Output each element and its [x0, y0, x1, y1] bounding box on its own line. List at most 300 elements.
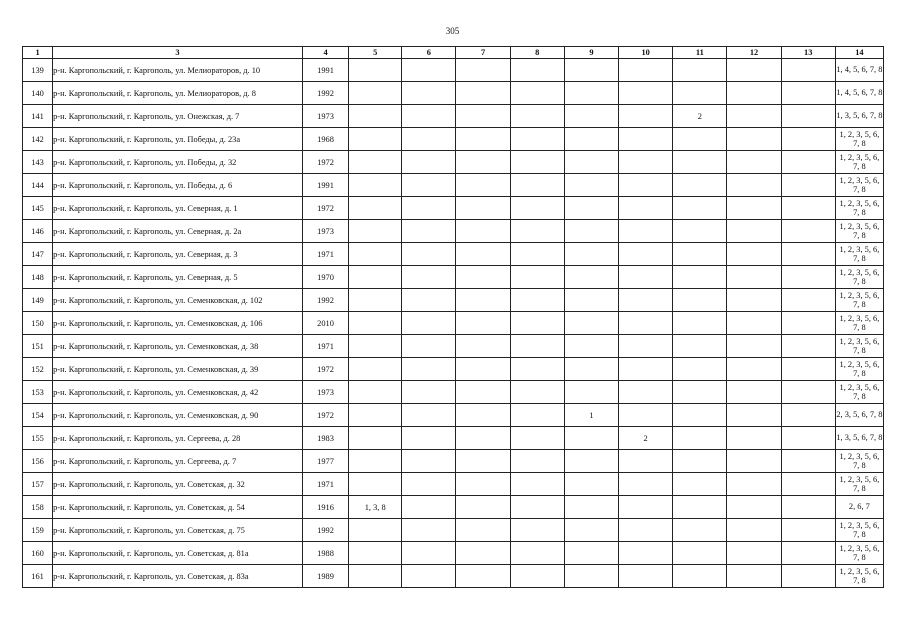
- col12-cell: [727, 519, 781, 542]
- table-row: [23, 197, 884, 220]
- col8-cell: [510, 59, 564, 82]
- col11-cell: [673, 381, 727, 404]
- col9-cell: [564, 542, 618, 565]
- col6-cell: [402, 59, 456, 82]
- col8-cell: [510, 82, 564, 105]
- col9-cell: [564, 358, 618, 381]
- col10-cell: [619, 197, 673, 220]
- col7-cell: [456, 427, 510, 450]
- year-cell: 1971: [302, 473, 348, 496]
- col12-cell: [727, 105, 781, 128]
- col10-cell: [619, 381, 673, 404]
- col7-cell: [456, 542, 510, 565]
- col11-cell: [673, 151, 727, 174]
- year-cell: 1970: [302, 266, 348, 289]
- col10-cell: [619, 473, 673, 496]
- address-cell: р-н. Каргопольский, г. Каргополь, ул. Сергеева, д. 7: [53, 450, 303, 473]
- col8-cell: [510, 335, 564, 358]
- col9-cell: [564, 381, 618, 404]
- col5-cell: [349, 128, 402, 151]
- col12-cell: [727, 174, 781, 197]
- col12-cell: [727, 151, 781, 174]
- col13-cell: [781, 542, 835, 565]
- col7-cell: [456, 174, 510, 197]
- col7-cell: [456, 381, 510, 404]
- col10-cell: [619, 82, 673, 105]
- column-header: 10: [619, 47, 673, 59]
- col10-cell: [619, 220, 673, 243]
- col11-cell: [673, 128, 727, 151]
- row-number: 143: [23, 151, 53, 174]
- col11-cell: [673, 335, 727, 358]
- year-cell: 1977: [302, 450, 348, 473]
- col14-cell: 1, 2, 3, 5, 6, 7, 8: [835, 358, 883, 381]
- col8-cell: [510, 289, 564, 312]
- col5-cell: [349, 82, 402, 105]
- col7-cell: [456, 151, 510, 174]
- address-cell: р-н. Каргопольский, г. Каргополь, ул. Победы, д. 23а: [53, 128, 303, 151]
- col9-cell: [564, 519, 618, 542]
- table-row: [23, 404, 884, 427]
- col13-cell: [781, 82, 835, 105]
- col8-cell: [510, 266, 564, 289]
- col6-cell: [402, 220, 456, 243]
- col11-cell: [673, 266, 727, 289]
- year-cell: 1973: [302, 105, 348, 128]
- address-cell: р-н. Каргопольский, г. Каргополь, ул. Сергеева, д. 28: [53, 427, 303, 450]
- year-cell: 1973: [302, 220, 348, 243]
- address-cell: р-н. Каргопольский, г. Каргополь, ул. Семенковская, д. 42: [53, 381, 303, 404]
- col11-cell: [673, 197, 727, 220]
- col14-cell: 1, 2, 3, 5, 6, 7, 8: [835, 450, 883, 473]
- column-header: 1: [23, 47, 53, 59]
- table-row: [23, 565, 884, 588]
- col9-cell: [564, 174, 618, 197]
- col12-cell: [727, 312, 781, 335]
- header-row: [23, 47, 884, 59]
- col5-cell: [349, 427, 402, 450]
- col6-cell: [402, 404, 456, 427]
- address-cell: р-н. Каргопольский, г. Каргополь, ул. Советская, д. 81а: [53, 542, 303, 565]
- col10-cell: [619, 496, 673, 519]
- row-number: 160: [23, 542, 53, 565]
- col11-cell: 2: [673, 105, 727, 128]
- col13-cell: [781, 312, 835, 335]
- col10-cell: [619, 243, 673, 266]
- col7-cell: [456, 565, 510, 588]
- col9-cell: [564, 496, 618, 519]
- table-row: [23, 220, 884, 243]
- col11-cell: [673, 565, 727, 588]
- col13-cell: [781, 473, 835, 496]
- col8-cell: [510, 128, 564, 151]
- col9-cell: [564, 220, 618, 243]
- col14-cell: 1, 2, 3, 5, 6, 7, 8: [835, 335, 883, 358]
- col7-cell: [456, 266, 510, 289]
- col11-cell: [673, 496, 727, 519]
- col14-cell: 1, 3, 5, 6, 7, 8: [835, 105, 883, 128]
- row-number: 155: [23, 427, 53, 450]
- address-cell: р-н. Каргопольский, г. Каргополь, ул. Победы, д. 32: [53, 151, 303, 174]
- col6-cell: [402, 266, 456, 289]
- col13-cell: [781, 427, 835, 450]
- table-row: [23, 151, 884, 174]
- table-row: [23, 266, 884, 289]
- address-cell: р-н. Каргопольский, г. Каргополь, ул. Советская, д. 32: [53, 473, 303, 496]
- col12-cell: [727, 496, 781, 519]
- col13-cell: [781, 450, 835, 473]
- col14-cell: 1, 2, 3, 5, 6, 7, 8: [835, 542, 883, 565]
- col13-cell: [781, 335, 835, 358]
- row-number: 145: [23, 197, 53, 220]
- col5-cell: [349, 266, 402, 289]
- col12-cell: [727, 565, 781, 588]
- col12-cell: [727, 289, 781, 312]
- row-number: 159: [23, 519, 53, 542]
- col6-cell: [402, 82, 456, 105]
- col10-cell: [619, 174, 673, 197]
- col11-cell: [673, 59, 727, 82]
- table-row: [23, 105, 884, 128]
- column-header: 14: [835, 47, 883, 59]
- year-cell: 1968: [302, 128, 348, 151]
- col11-cell: [673, 519, 727, 542]
- row-number: 153: [23, 381, 53, 404]
- buildings-table: [22, 46, 884, 588]
- col10-cell: [619, 542, 673, 565]
- col9-cell: [564, 151, 618, 174]
- row-number: 140: [23, 82, 53, 105]
- address-cell: р-н. Каргопольский, г. Каргополь, ул. Северная, д. 5: [53, 266, 303, 289]
- col14-cell: 2, 6, 7: [835, 496, 883, 519]
- col6-cell: [402, 473, 456, 496]
- col13-cell: [781, 519, 835, 542]
- col13-cell: [781, 197, 835, 220]
- col7-cell: [456, 197, 510, 220]
- column-header: 3: [53, 47, 303, 59]
- col12-cell: [727, 82, 781, 105]
- col8-cell: [510, 404, 564, 427]
- col6-cell: [402, 174, 456, 197]
- col12-cell: [727, 266, 781, 289]
- col6-cell: [402, 289, 456, 312]
- col12-cell: [727, 243, 781, 266]
- col13-cell: [781, 266, 835, 289]
- col10-cell: [619, 312, 673, 335]
- col5-cell: [349, 404, 402, 427]
- column-header: 11: [673, 47, 727, 59]
- col7-cell: [456, 289, 510, 312]
- col9-cell: [564, 289, 618, 312]
- row-number: 144: [23, 174, 53, 197]
- year-cell: 1988: [302, 542, 348, 565]
- col7-cell: [456, 312, 510, 335]
- col14-cell: 2, 3, 5, 6, 7, 8: [835, 404, 883, 427]
- col5-cell: [349, 473, 402, 496]
- col14-cell: 1, 2, 3, 5, 6, 7, 8: [835, 220, 883, 243]
- year-cell: 1972: [302, 404, 348, 427]
- col9-cell: [564, 565, 618, 588]
- col5-cell: 1, 3, 8: [349, 496, 402, 519]
- column-header: 13: [781, 47, 835, 59]
- col6-cell: [402, 243, 456, 266]
- column-header: 12: [727, 47, 781, 59]
- col5-cell: [349, 565, 402, 588]
- row-number: 157: [23, 473, 53, 496]
- col7-cell: [456, 220, 510, 243]
- row-number: 147: [23, 243, 53, 266]
- col8-cell: [510, 519, 564, 542]
- col9-cell: 1: [564, 404, 618, 427]
- col14-cell: 1, 4, 5, 6, 7, 8: [835, 82, 883, 105]
- year-cell: 1989: [302, 565, 348, 588]
- row-number: 156: [23, 450, 53, 473]
- col6-cell: [402, 105, 456, 128]
- address-cell: р-н. Каргопольский, г. Каргополь, ул. Северная, д. 3: [53, 243, 303, 266]
- col7-cell: [456, 473, 510, 496]
- col10-cell: [619, 450, 673, 473]
- col11-cell: [673, 427, 727, 450]
- address-cell: р-н. Каргопольский, г. Каргополь, ул. Онежская, д. 7: [53, 105, 303, 128]
- col13-cell: [781, 105, 835, 128]
- address-cell: р-н. Каргопольский, г. Каргополь, ул. Северная, д. 2а: [53, 220, 303, 243]
- col13-cell: [781, 496, 835, 519]
- table-row: [23, 312, 884, 335]
- col10-cell: [619, 151, 673, 174]
- address-cell: р-н. Каргопольский, г. Каргополь, ул. Северная, д. 1: [53, 197, 303, 220]
- col5-cell: [349, 59, 402, 82]
- col12-cell: [727, 450, 781, 473]
- table-row: [23, 496, 884, 519]
- col5-cell: [349, 519, 402, 542]
- col5-cell: [349, 358, 402, 381]
- row-number: 142: [23, 128, 53, 151]
- col11-cell: [673, 542, 727, 565]
- col5-cell: [349, 220, 402, 243]
- table-row: [23, 358, 884, 381]
- col5-cell: [349, 151, 402, 174]
- column-header: 9: [564, 47, 618, 59]
- col14-cell: 1, 4, 5, 6, 7, 8: [835, 59, 883, 82]
- address-cell: р-н. Каргопольский, г. Каргополь, ул. Победы, д. 6: [53, 174, 303, 197]
- col5-cell: [349, 335, 402, 358]
- col8-cell: [510, 197, 564, 220]
- col6-cell: [402, 358, 456, 381]
- row-number: 139: [23, 59, 53, 82]
- col9-cell: [564, 59, 618, 82]
- col9-cell: [564, 243, 618, 266]
- address-cell: р-н. Каргопольский, г. Каргополь, ул. Семенковская, д. 39: [53, 358, 303, 381]
- col12-cell: [727, 197, 781, 220]
- col6-cell: [402, 519, 456, 542]
- table-row: [23, 128, 884, 151]
- col8-cell: [510, 105, 564, 128]
- col6-cell: [402, 128, 456, 151]
- col12-cell: [727, 542, 781, 565]
- col6-cell: [402, 427, 456, 450]
- row-number: 141: [23, 105, 53, 128]
- col10-cell: [619, 59, 673, 82]
- col6-cell: [402, 312, 456, 335]
- col5-cell: [349, 289, 402, 312]
- col8-cell: [510, 151, 564, 174]
- col5-cell: [349, 312, 402, 335]
- row-number: 146: [23, 220, 53, 243]
- column-header: 8: [510, 47, 564, 59]
- table-row: [23, 381, 884, 404]
- col14-cell: 1, 3, 5, 6, 7, 8: [835, 427, 883, 450]
- col9-cell: [564, 312, 618, 335]
- col14-cell: 1, 2, 3, 5, 6, 7, 8: [835, 565, 883, 588]
- address-cell: р-н. Каргопольский, г. Каргополь, ул. Советская, д. 83а: [53, 565, 303, 588]
- col9-cell: [564, 473, 618, 496]
- col13-cell: [781, 358, 835, 381]
- col12-cell: [727, 427, 781, 450]
- col7-cell: [456, 82, 510, 105]
- address-cell: р-н. Каргопольский, г. Каргополь, ул. Мелиораторов, д. 10: [53, 59, 303, 82]
- page-number: 305: [445, 26, 460, 36]
- col14-cell: 1, 2, 3, 5, 6, 7, 8: [835, 174, 883, 197]
- col8-cell: [510, 381, 564, 404]
- address-cell: р-н. Каргопольский, г. Каргополь, ул. Семенковская, д. 102: [53, 289, 303, 312]
- table-row: [23, 59, 884, 82]
- col7-cell: [456, 59, 510, 82]
- col12-cell: [727, 381, 781, 404]
- col13-cell: [781, 404, 835, 427]
- col8-cell: [510, 243, 564, 266]
- col5-cell: [349, 243, 402, 266]
- col13-cell: [781, 59, 835, 82]
- col8-cell: [510, 174, 564, 197]
- year-cell: 1973: [302, 381, 348, 404]
- year-cell: 1992: [302, 519, 348, 542]
- col7-cell: [456, 450, 510, 473]
- col9-cell: [564, 427, 618, 450]
- col9-cell: [564, 197, 618, 220]
- col7-cell: [456, 358, 510, 381]
- row-number: 151: [23, 335, 53, 358]
- col7-cell: [456, 496, 510, 519]
- col11-cell: [673, 312, 727, 335]
- table-row: [23, 289, 884, 312]
- row-number: 161: [23, 565, 53, 588]
- col14-cell: 1, 2, 3, 5, 6, 7, 8: [835, 312, 883, 335]
- row-number: 154: [23, 404, 53, 427]
- col5-cell: [349, 450, 402, 473]
- row-number: 150: [23, 312, 53, 335]
- col11-cell: [673, 174, 727, 197]
- year-cell: 1916: [302, 496, 348, 519]
- table-row: [23, 335, 884, 358]
- col10-cell: 2: [619, 427, 673, 450]
- column-header: 5: [349, 47, 402, 59]
- table-row: [23, 427, 884, 450]
- col10-cell: [619, 105, 673, 128]
- row-number: 152: [23, 358, 53, 381]
- col5-cell: [349, 174, 402, 197]
- col10-cell: [619, 266, 673, 289]
- col9-cell: [564, 335, 618, 358]
- table-row: [23, 542, 884, 565]
- table-row: [23, 174, 884, 197]
- col8-cell: [510, 220, 564, 243]
- col13-cell: [781, 381, 835, 404]
- row-number: 149: [23, 289, 53, 312]
- col14-cell: 1, 2, 3, 5, 6, 7, 8: [835, 519, 883, 542]
- table-row: [23, 519, 884, 542]
- col13-cell: [781, 243, 835, 266]
- col6-cell: [402, 542, 456, 565]
- col8-cell: [510, 473, 564, 496]
- col5-cell: [349, 542, 402, 565]
- col9-cell: [564, 82, 618, 105]
- col12-cell: [727, 473, 781, 496]
- col13-cell: [781, 128, 835, 151]
- col8-cell: [510, 427, 564, 450]
- col10-cell: [619, 335, 673, 358]
- table-body: [23, 59, 884, 588]
- col6-cell: [402, 197, 456, 220]
- year-cell: 1992: [302, 289, 348, 312]
- col14-cell: 1, 2, 3, 5, 6, 7, 8: [835, 289, 883, 312]
- col6-cell: [402, 381, 456, 404]
- col9-cell: [564, 450, 618, 473]
- year-cell: 1972: [302, 358, 348, 381]
- col11-cell: [673, 450, 727, 473]
- address-cell: р-н. Каргопольский, г. Каргополь, ул. Семенковская, д. 90: [53, 404, 303, 427]
- col6-cell: [402, 335, 456, 358]
- col13-cell: [781, 289, 835, 312]
- col7-cell: [456, 404, 510, 427]
- year-cell: 1972: [302, 151, 348, 174]
- column-header: 4: [302, 47, 348, 59]
- col5-cell: [349, 105, 402, 128]
- col8-cell: [510, 358, 564, 381]
- col13-cell: [781, 220, 835, 243]
- col8-cell: [510, 496, 564, 519]
- col12-cell: [727, 404, 781, 427]
- table-row: [23, 243, 884, 266]
- col5-cell: [349, 197, 402, 220]
- col14-cell: 1, 2, 3, 5, 6, 7, 8: [835, 473, 883, 496]
- col12-cell: [727, 128, 781, 151]
- col7-cell: [456, 105, 510, 128]
- col14-cell: 1, 2, 3, 5, 6, 7, 8: [835, 128, 883, 151]
- col10-cell: [619, 565, 673, 588]
- year-cell: 1972: [302, 197, 348, 220]
- col14-cell: 1, 2, 3, 5, 6, 7, 8: [835, 381, 883, 404]
- year-cell: 1992: [302, 82, 348, 105]
- col5-cell: [349, 381, 402, 404]
- year-cell: 1971: [302, 243, 348, 266]
- col13-cell: [781, 565, 835, 588]
- col10-cell: [619, 358, 673, 381]
- table-row: [23, 450, 884, 473]
- address-cell: р-н. Каргопольский, г. Каргополь, ул. Советская, д. 54: [53, 496, 303, 519]
- address-cell: р-н. Каргопольский, г. Каргополь, ул. Семенковская, д. 38: [53, 335, 303, 358]
- col11-cell: [673, 220, 727, 243]
- year-cell: 1991: [302, 174, 348, 197]
- col11-cell: [673, 82, 727, 105]
- col11-cell: [673, 404, 727, 427]
- address-cell: р-н. Каргопольский, г. Каргополь, ул. Советская, д. 75: [53, 519, 303, 542]
- col14-cell: 1, 2, 3, 5, 6, 7, 8: [835, 197, 883, 220]
- table-row: [23, 473, 884, 496]
- col14-cell: 1, 2, 3, 5, 6, 7, 8: [835, 266, 883, 289]
- col10-cell: [619, 289, 673, 312]
- year-cell: 1983: [302, 427, 348, 450]
- year-cell: 1971: [302, 335, 348, 358]
